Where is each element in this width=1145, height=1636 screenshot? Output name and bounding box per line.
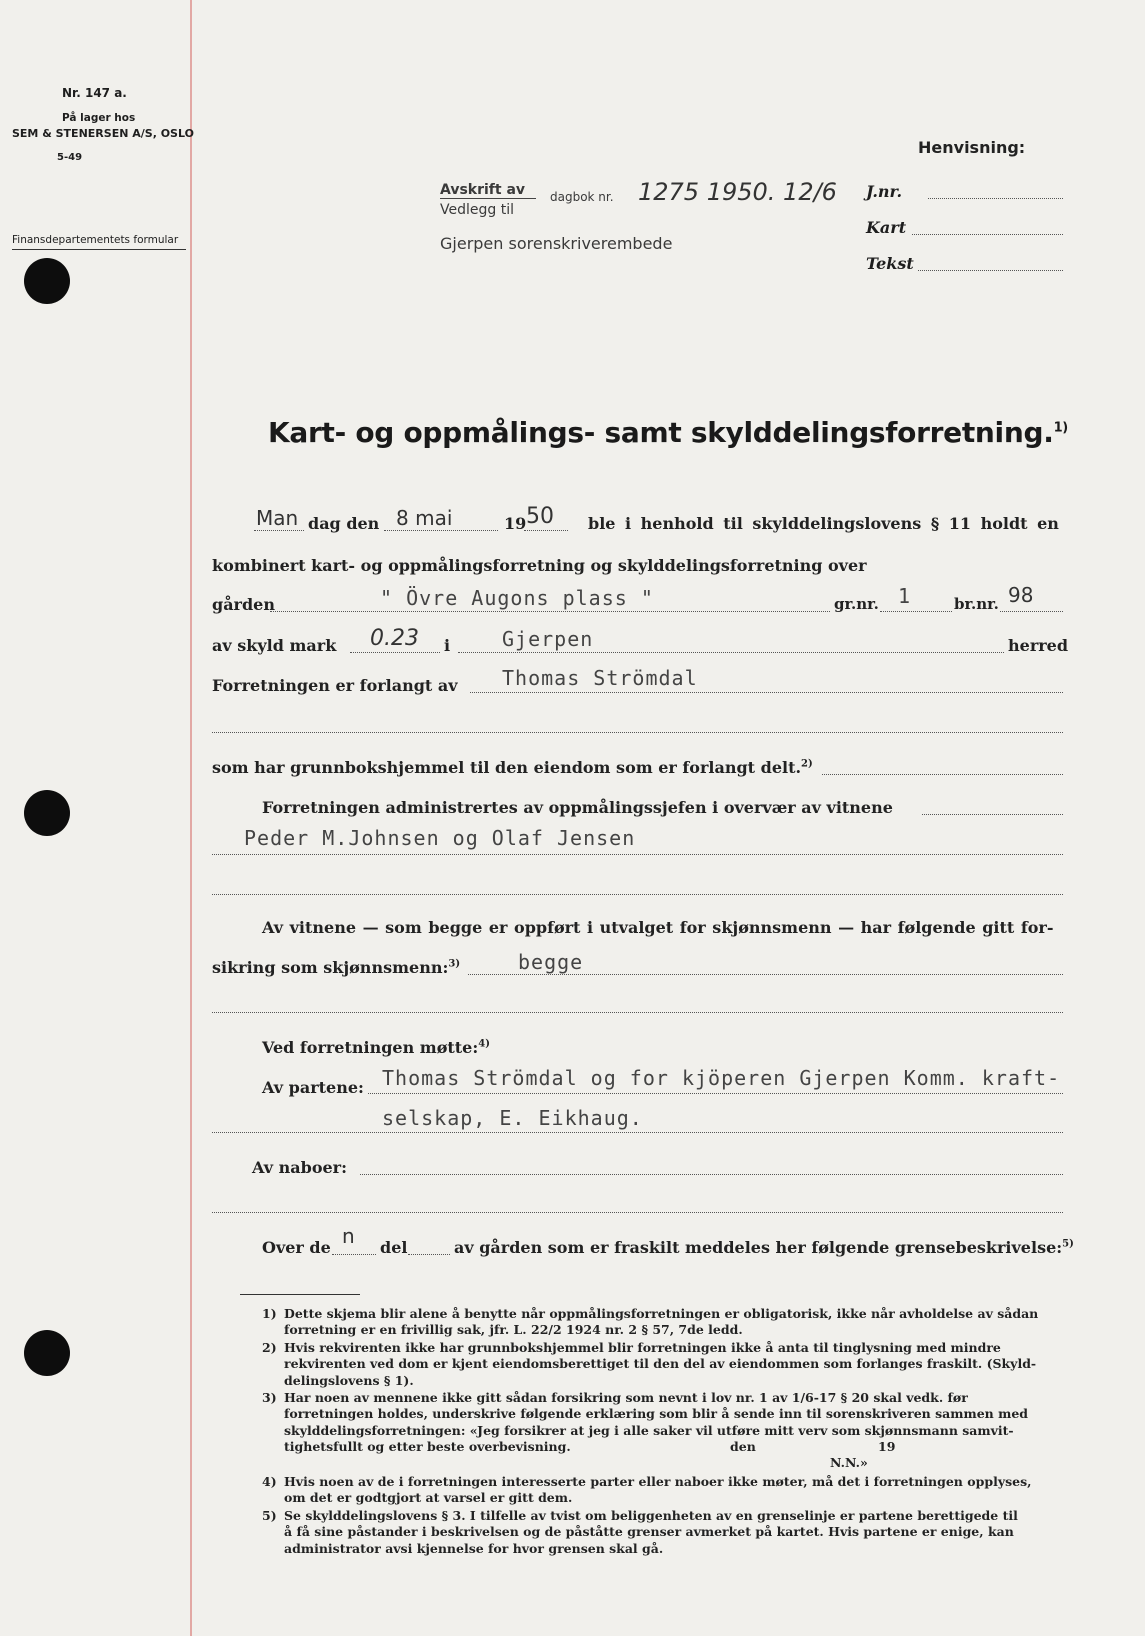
footnote-5-line-1: Se skylddelingslovens § 3. I tilfelle av tvist om beliggenheten av en grenselinje er partene berettigede til [284,1508,1018,1523]
date-line [384,530,498,531]
witnesses-typed: Peder M.Johnsen og Olaf Jensen [244,826,636,850]
herred-line [458,652,1004,653]
stock-line-1: På lager hos [62,112,136,124]
margin-line [190,0,192,1636]
herred-typed: Gjerpen [502,627,594,651]
footnote-4-number: 4) [262,1474,277,1489]
forlangt-line [470,692,1063,693]
blank-line-2 [212,894,1063,895]
hjemmel-text-body: som har grunnbokshjemmel til den eiendom som er forlangt delt. [212,758,802,777]
footnote-1-line-2: forretning er en frivillig sak, jfr. L. 22/2 1924 nr. 2 § 57, 7de ledd. [284,1322,743,1338]
henvisning-kart-line [912,234,1063,235]
hjemmel-line [822,774,1063,775]
footnote-3-line-3: skylddelingsforretningen: «Jeg forsikrer at jeg i alle saker vil utføre mitt verv som skjønnsmann samvit- [284,1422,1014,1438]
stamp-line-1b: dagbok nr. [550,190,614,204]
brnr-label: br.nr. [954,595,999,613]
del-label: del [380,1238,408,1257]
stock-line-2: SEM & STENERSEN A/S, OSLO [12,127,194,140]
document-title [268,416,1068,449]
year-handwritten: 50 [526,504,554,529]
footnote-separator [240,1294,360,1295]
stamp-handwritten-number: 1275 1950. 12/6 [638,178,837,206]
brnr-line [1000,611,1063,612]
forlangt-typed: Thomas Strömdal [502,666,698,690]
partene-typed-2: selskap, E. Eikhaug. [382,1106,643,1130]
skyld-line [350,652,440,653]
line1-rest: ble i henhold til skylddelingslovens § 11 holdt en [588,514,1059,533]
footnote-5-line-2: å få sine påstander i beskrivelsen og de påståtte grenser avmerket på kartet. Hvis partene er enige, kan [284,1524,1014,1540]
line2-text: kombinert kart- og oppmålingsforretning og skylddelingsforretning over [212,556,867,575]
naboer-line [360,1174,1063,1175]
footnote-1-number: 1) [262,1306,277,1321]
henvisning-kart-label: Kart [866,218,907,237]
i-label: i [444,636,451,655]
punch-hole-middle [24,790,70,836]
footnote-2-number: 2) [262,1340,277,1355]
document-title-footnote-ref: 1) [1053,420,1068,436]
farm-name-line [270,611,830,612]
grensebeskrivelse-footnote-ref: 5) [1062,1238,1074,1250]
skjonnsmenn-text: Av vitnene — som begge er oppført i utvalget for skjønnsmenn — har følgende gitt for- [262,918,1054,937]
partene-label: Av partene: [262,1078,364,1097]
forsikring-footnote-ref: 3) [448,958,461,970]
day-name-line [254,530,304,531]
over-de-handwritten: n [342,1224,355,1248]
footnote-2-line-3: delingslovens § 1). [284,1372,414,1388]
dag-den-label: dag den [308,514,380,533]
vitner-line [922,814,1063,815]
henvisning-tekst-label: Tekst [866,254,914,273]
stamp-divider [440,198,536,199]
footnote-3-line-5: N.N.» [830,1455,868,1471]
footnote-3-year: 19 [878,1438,896,1454]
grnr-label: gr.nr. [834,595,879,613]
footnote-4-line-1: Hvis noen av de i forretningen interesserte parter eller naboer ikke møter, må det i forretningen opplyses, [284,1474,1032,1489]
form-number: Nr. 147 a. [62,86,127,100]
stamp-line-3: Gjerpen sorenskriverembede [440,234,673,253]
year-line [524,530,568,531]
herred-label: herred [1008,636,1069,655]
motte-label [262,1038,490,1057]
partene-line-1 [368,1093,1063,1094]
form-owner-underline [12,249,186,250]
blank-line-1 [212,732,1063,733]
hjemmel-footnote-ref: 2) [801,758,813,770]
punch-hole-top [24,258,70,304]
henvisning-tekst-line [918,270,1063,271]
partene-line-2 [212,1132,1063,1133]
hjemmel-text [212,758,813,777]
vitner-text: Forretningen administrertes av oppmålingssjefen i overvær av vitnene [262,798,893,817]
motte-label-text: Ved forretningen møtte: [262,1038,479,1057]
forsikring-typed: begge [518,950,584,974]
forsikring-label [212,958,460,977]
over-de-label: Over de [262,1238,331,1257]
print-code: 5-49 [57,152,83,163]
grensebeskrivelse-text-body: av gården som er fraskilt meddeles her følgende grensebeskrivelse: [454,1238,1063,1257]
naboer-label: Av naboer: [252,1158,348,1177]
footnote-5-number: 5) [262,1508,277,1523]
stamp-line-1: Avskrift av [440,182,526,198]
farm-name-typed: " Övre Augons plass " [380,586,654,610]
date-handwritten: 8 mai [396,506,453,530]
footnote-3-line-2: forretningen holdes, underskrive følgende erklæring som blir å sende inn til sorenskriveren sammen med [284,1406,1029,1422]
year-prefix: 19 [504,514,527,533]
blank-line-3 [212,1012,1063,1013]
forsikring-label-text: sikring som skjønnsmenn: [212,958,449,977]
grnr-value: 1 [898,584,912,608]
footnote-3-line-4 [284,1439,1066,1455]
forsikring-line [468,974,1063,975]
stamp-line-2: Vedlegg til [440,202,514,218]
punch-hole-bottom [24,1330,70,1376]
footnote-3-number: 3) [262,1390,277,1405]
skyld-value: 0.23 [370,626,419,651]
henvisning-jnr-label: J.nr. [866,182,903,201]
partene-typed-1: Thomas Strömdal og for kjöperen Gjerpen Komm. kraft- [382,1066,1061,1090]
skyld-label: av skyld mark [212,636,337,655]
henvisning-jnr-line [928,198,1063,199]
footnote-2-line-1: Hvis rekvirenten ikke har grunnbokshjemmel blir forretningen ikke å anta til tinglysning med mindre [284,1340,1001,1355]
over-de-line [332,1254,376,1255]
grnr-line [880,611,952,612]
brnr-value: 98 [1008,583,1034,607]
document-title-text: Kart- og oppmålings- samt skylddelingsforretning. [268,416,1054,449]
grensebeskrivelse-text [454,1238,1074,1257]
footnote-3-line-4-text: tighetsfullt og etter beste overbevisning. [284,1438,571,1454]
footnote-3-line-1: Har noen av mennene ikke gitt sådan forsikring som nevnt i lov nr. 1 av 1/6-17 § 20 skal vedk. før [284,1390,968,1405]
forlangt-label: Forretningen er forlangt av [212,676,458,695]
blank-line-4 [212,1212,1063,1213]
footnote-2-line-2: rekvirenten ved dom er kjent eiendomsberettiget til den del av eiendommen som forlanges fraskilt. (Skyld- [284,1356,1037,1372]
del-line [408,1254,450,1255]
footnote-4-line-2: om det er godtgjort at varsel er gitt dem. [284,1490,573,1506]
motte-footnote-ref: 4) [478,1038,490,1050]
witnesses-line [212,854,1063,855]
footnote-1-line-1: Dette skjema blir alene å benytte når oppmålingsforretningen er obligatorisk, ikke når avholdelse av sådan [284,1306,1039,1321]
footnote-5-line-3: administrator avsi kjennelse for hvor grensen skal gå. [284,1540,664,1556]
footnote-3-den: den [730,1438,756,1454]
henvisning-title: Henvisning: [918,138,1026,157]
garden-label: gården [212,595,275,614]
form-owner: Finansdepartementets formular [12,234,179,246]
day-name-handwritten: Man [256,506,299,530]
